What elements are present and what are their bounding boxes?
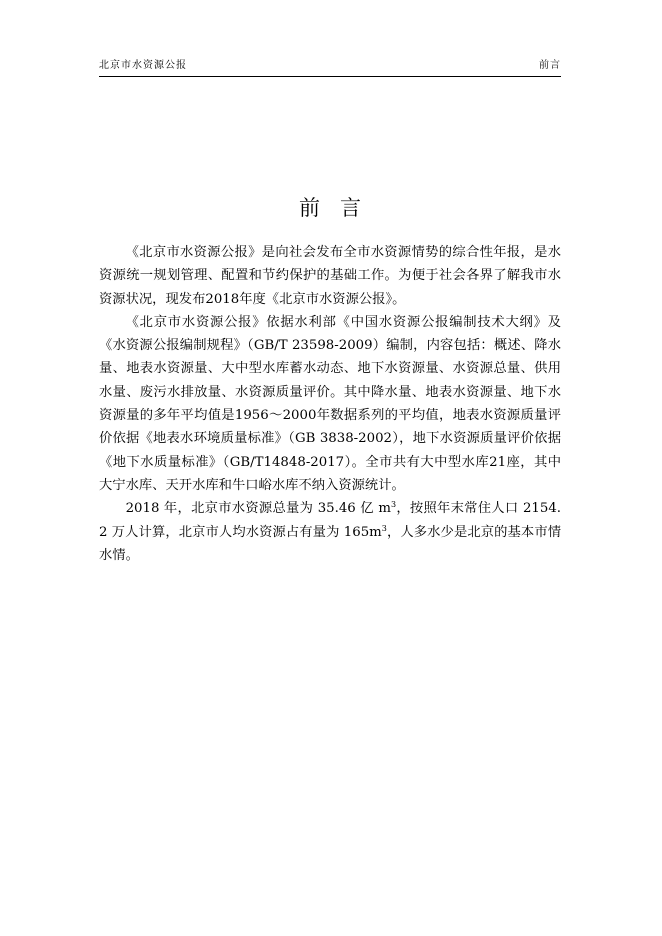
paragraph-summary xyxy=(99,497,561,567)
paragraph-introduction: 《北京市水资源公报》是向社会发布全市水资源情势的综合性年报，是水资源统一规划管理、配置和节约保护的基础工作。为便于社会各界了解我市水资源状况，现发布2018年度《北京市水资源公报》。 xyxy=(99,245,561,307)
page-title: 前言 xyxy=(299,196,381,220)
header-section-title: 前言 xyxy=(539,60,561,71)
summary-text-3: ，人多水少是北京的基本市情水情。 xyxy=(99,524,562,563)
running-header xyxy=(99,58,561,77)
summary-text-1: 2018 年，北京市水资源总量为 35.46 亿 m xyxy=(125,501,391,517)
header-publication-title: 北京市水资源公报 xyxy=(99,60,187,71)
body-text xyxy=(99,241,561,567)
paragraph-basis-and-contents: 《北京市水资源公报》依据水利部《中国水资源公报编制技术大纲》及《水资源公报编制规程》（GB/T 23598-2009）编制，内容包括：概述、降水量、地表水资源量、大中型水库蓄水动态、地下水资源量、水资源总量、供用水量、废污水排放量、水资源质量评价。其中降水量、地表水资源量、地下水资源量的多年平均值是1956～2000年数据系列的平均值，地表水资源质量评价依据《地表水环境质量标准》（GB 3838-2002），地下水资源质量评价依据《地下水质量标准》（GB/T14848-2017）。全市共有大中型水库21座，其中大宁水库、天开水库和牛口峪水库不纳入资源统计。 xyxy=(99,314,561,493)
summary-text-2: ，按照年末常住人口 2154.2 万人计算，北京市人均水资源占有量为 165m xyxy=(99,501,562,540)
superscript-cubic-2: 3 xyxy=(381,523,387,533)
superscript-cubic-1: 3 xyxy=(390,500,397,510)
